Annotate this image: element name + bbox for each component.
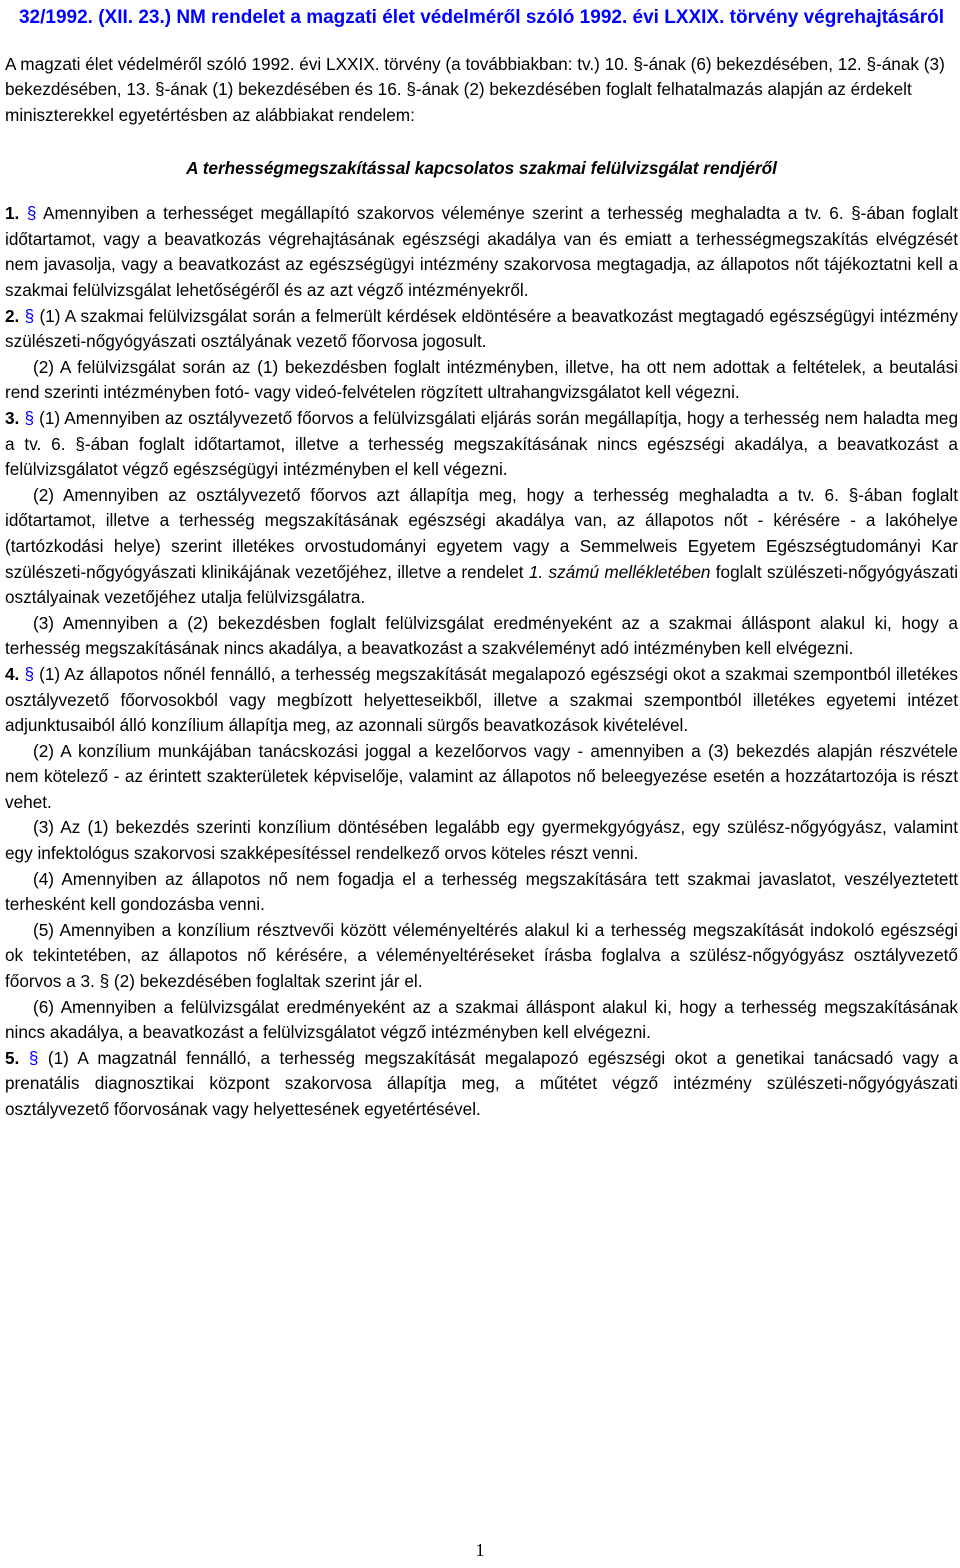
section-1 bbox=[5, 201, 958, 303]
section-number: 5. bbox=[5, 1047, 20, 1068]
section-4-paragraph-3: (3) Az (1) bekezdés szerinti konzílium döntésében legalább egy gyermekgyógyász, egy szülész-nőgyógyász, valamint egy infektológus szakorvosi szakképesítéssel rendelkező orvos köteles részt venni. bbox=[5, 817, 958, 864]
section-sign-link[interactable]: § bbox=[24, 407, 34, 428]
section-4-paragraph-5: (5) Amennyiben a konzílium résztvevői között véleményeltérés alakul ki a terhesség megszakítását indokoló egészségi ok tekintetében, az állapotos nő kérésére, a véleményeltéréseket írásba foglalva a szülész-nőgyógyász osztályvezető főorvos a 3. § (2) bekezdésében foglaltak szerint jár el. bbox=[5, 919, 958, 992]
section-number: 1. bbox=[5, 203, 20, 224]
document-title[interactable]: 32/1992. (XII. 23.) NM rendelet a magzati élet védelméről szóló 1992. évi LXXIX. törvény végrehajtásáról bbox=[18, 7, 945, 28]
section-3-paragraph-2 bbox=[5, 483, 958, 611]
section-sign-link[interactable]: § bbox=[24, 305, 35, 326]
paragraph-text: (1) A magzatnál fennálló, a terhesség megszakítását megalapozó egészségi okot a genetikai tanácsadó vagy a prenatális diagnosztikai központ szakorvosa állapítja meg, a műtétet végző intézmény szülészeti-nőgyógyászati osztályvezető főorvosának vagy helyettesének egyetértésével. bbox=[5, 1047, 959, 1119]
section-sign-link[interactable]: § bbox=[24, 663, 35, 684]
paragraph-text: foglalt szülészeti-nőgyógyászati osztályainak vezetőjéhez utalja felülvizsgálatra. bbox=[5, 561, 959, 608]
section-2-paragraph-2: (2) A felülvizsgálat során az (1) bekezdésben foglalt intézményben, illetve, ha ott nem adottak a feltételek, a beutalási rend szerinti intézményben fotó- vagy videó-felvételen rögzített ultrahangvizsgálatot kell végezni. bbox=[5, 356, 958, 403]
section-5-paragraph-1 bbox=[5, 1046, 958, 1123]
paragraph-text: (1) Az állapotos nőnél fennálló, a terhesség megszakítását megalapozó egészségi okot a szakmai szempontból illetékes osztályvezető főorvosokból vagy megbízott helyetteseikből, illetve a szakmai szempontból illetékes egyetemi intézet adjunktusaiból álló konzílium állapítja meg, az azonnali sürgős beavatkozások kivételével. bbox=[5, 663, 958, 736]
section-4-paragraph-1 bbox=[5, 662, 958, 739]
document-page bbox=[5, 0, 958, 1123]
section-number: 4. bbox=[5, 663, 20, 684]
section-number: 3. bbox=[5, 407, 20, 428]
section-4-paragraph-6: (6) Amennyiben a felülvizsgálat eredményeként az a szakmai álláspont alakul ki, hogy a terhesség megszakításának nincs akadálya, a beavatkozást a felülvizsgálatot végző intézményben kell elvégezni. bbox=[5, 996, 958, 1043]
section-4-paragraph-2: (2) A konzílium munkájában tanácskozási joggal a kezelőorvos vagy - amennyiben a (3) bekezdés alapján részvétele nem kötelező - az érintett szakterületek képviselője, valamint az állapotos nő beleegyezése esetén a hozzátartozója is részt vehet. bbox=[5, 740, 958, 812]
section-sign-link[interactable]: § bbox=[26, 203, 37, 224]
preamble-text: A magzati élet védelméről szóló 1992. évi LXXIX. törvény (a továbbiakban: tv.) 10. §-ának (6) bekezdésében, 12. §-ának (3) bekezdésében, 13. §-ának (1) bekezdésében és 16. §-ának (2) bekezdésében foglalt felhatalmazás alapján az érdekelt miniszterekkel egyetértésben az alábbiakat rendelem: bbox=[5, 54, 945, 125]
chapter-subtitle: A terhességmegszakítással kapcsolatos szakmai felülvizsgálat rendjéről bbox=[186, 158, 777, 179]
section-2-paragraph-1 bbox=[5, 304, 958, 355]
section-number: 2. bbox=[5, 305, 20, 326]
paragraph-text: (1) A szakmai felülvizsgálat során a felmerült kérdések eldöntésére a beavatkozást megtagadó egészségügyi intézmény szülészeti-nőgyógyászati osztályának vezető főorvosa jogosult. bbox=[5, 305, 959, 352]
section-4-paragraph-4: (4) Amennyiben az állapotos nő nem fogadja el a terhesség megszakítására tett szakmai javaslatot, veszélyeztetett terhesként kell gondozásba venni. bbox=[5, 868, 958, 915]
section-3-paragraph-1 bbox=[5, 406, 958, 483]
document-body bbox=[5, 201, 958, 1122]
section-sign-link[interactable]: § bbox=[28, 1047, 39, 1068]
page-number: 1 bbox=[475, 1540, 485, 1560]
paragraph-text: (1) Amennyiben az osztályvezető főorvos a felülvizsgálati eljárás során megállapítja, hogy a terhesség nem haladta meg a tv. 6. §-ában foglalt időtartamot, illetve a terhesség megszakításának nincs egészségi akadálya, a beavatkozást a felülvizsgálatot végző egészségügyi intézményben el kell végezni. bbox=[5, 407, 959, 480]
annex-reference[interactable]: 1. számú mellékletében bbox=[528, 561, 711, 582]
section-1-text: Amennyiben a terhességet megállapító szakorvos véleménye szerint a terhesség meghaladta a tv. 6. §-ában foglalt időtartamot, vagy a beavatkozás végrehajtásának egészségi akadálya van és emiatt a terhességmegszakítás elvégzését nem javasolja, vagy a beavatkozást az egészségügyi intézmény szakorvosa megtagadja, az állapotos nőt tájékoztatni kell a szakmai felülvizsgálat lehetőségéről és az azt végző intézményekről. bbox=[5, 203, 958, 300]
paragraph-text: (2) Amennyiben az osztályvezető főorvos azt állapítja meg, hogy a terhesség meghaladta a tv. 6. §-ában foglalt időtartamot, illetve a terhesség megszakításának egészségi akadálya van, az állapotos nőt - kérésére - a lakóhelye (tartózkodási helye) szerint illetékes orvostudományi egyetem vagy a Semmelweis Egyetem Egészségtudományi Kar szülészeti-nőgyógyászati klinikájának vezetőjéhez, illetve a rendelet bbox=[5, 484, 958, 582]
preamble bbox=[5, 52, 958, 128]
section-3-paragraph-3: (3) Amennyiben a (2) bekezdésben foglalt felülvizsgálat eredményeként az a szakmai álláspont alakul ki, hogy a terhesség megszakításának nincs akadálya, a beavatkozást a szakvéleményt adó intézményben kell elvégezni. bbox=[5, 612, 958, 659]
